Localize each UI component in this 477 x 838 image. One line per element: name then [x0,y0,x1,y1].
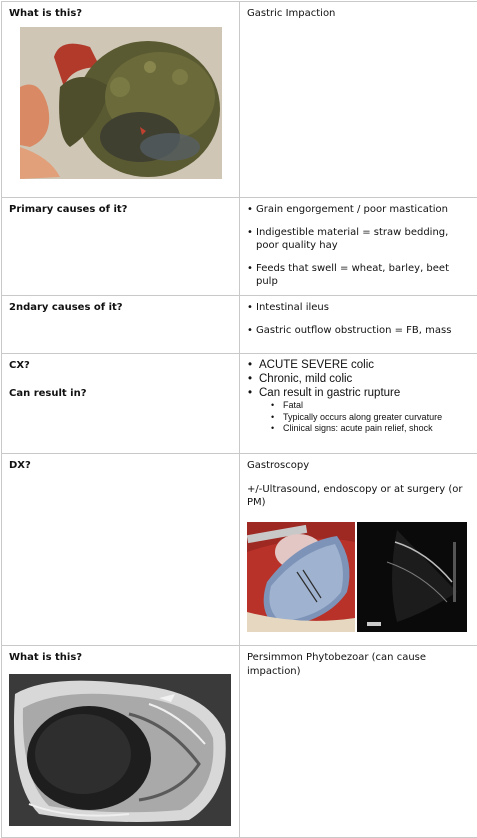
answer-subitem: • Fatal [247,400,471,411]
question-text: CX? [9,360,30,371]
question-text: What is this? [9,652,83,663]
answer-bullet: • Intestinal ileus [247,301,471,315]
question-cell [2,2,240,198]
answer-text: Gastric Impaction [247,8,336,19]
answer-cell [240,296,477,354]
ultrasound-diagram-image [247,522,467,632]
question-text-secondary: Can result in? [9,387,87,399]
answer-item: • Can result in gastric rupture [247,387,471,401]
answer-item: • ACUTE SEVERE colic [247,359,471,373]
answer-item: • Chronic, mild colic [247,373,471,387]
card-row-6 [2,646,477,838]
impacted-stomach-photo [20,27,222,179]
question-text: Primary causes of it? [9,204,128,215]
question-cell [2,198,240,296]
card-row-4 [2,354,477,454]
answer-text-secondary: +/-Ultrasound, endoscopy or at surgery (or PM) [247,483,463,508]
answer-text: Gastroscopy [247,460,310,471]
question-cell [2,454,240,646]
question-cell [2,296,240,354]
answer-bullet: • Indigestible material = straw bedding, poor quality hay [247,226,471,253]
answer-cell [240,354,477,454]
phytobezoar-photo [9,674,231,826]
answer-cell [240,198,477,296]
card-row-1 [2,2,477,198]
answer-cell [240,454,477,646]
flashcard-table [1,1,477,838]
question-text: What is this? [9,8,83,19]
card-row-2 [2,198,477,296]
answer-bullet: • Grain engorgement / poor mastication [247,203,471,217]
card-row-3 [2,296,477,354]
answer-subitem: • Clinical signs: acute pain relief, shock [247,423,471,434]
answer-text: Persimmon Phytobezoar (can cause impaction) [247,652,427,677]
question-text: 2ndary causes of it? [9,302,123,313]
answer-cell [240,646,477,838]
answer-bullet: • Gastric outflow obstruction = FB, mass [247,324,471,338]
answer-subitem: • Typically occurs along greater curvature [247,412,471,423]
question-text: DX? [9,460,31,471]
question-cell [2,646,240,838]
answer-bullet: • Feeds that swell = wheat, barley, beet pulp [247,262,471,289]
answer-cell [240,2,477,198]
card-row-5 [2,454,477,646]
question-cell [2,354,240,454]
